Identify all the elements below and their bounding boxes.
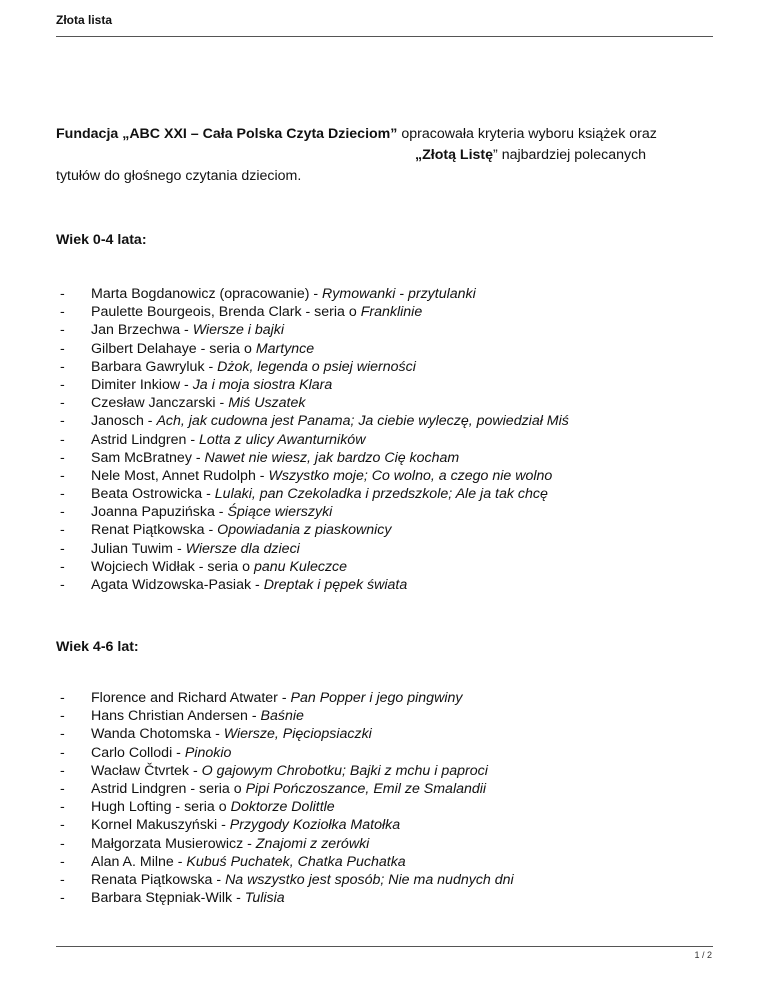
book-author: Hugh Lofting - seria o — [91, 799, 231, 816]
book-title: Ach, jak cudowna jest Panama; Ja ciebie wyleczę, powiedział Miś — [156, 413, 569, 430]
book-title: Rymowanki - przytulanki — [322, 286, 476, 302]
list-bullet: - — [60, 376, 65, 393]
book-title: Na wszystko jest sposób; Nie ma nudnych dni — [225, 871, 514, 888]
foundation-name: Fundacja „ABC XXI – Cała Polska Czyta Dzieciom” — [56, 126, 398, 142]
book-author: Gilbert Delahaye - seria o — [91, 340, 256, 357]
list-bullet: - — [60, 871, 65, 888]
list-bullet: - — [60, 395, 65, 412]
book-author: Jan Brzechwa - — [91, 322, 193, 339]
book-list-item — [56, 780, 514, 798]
book-title: Martynce — [255, 340, 315, 357]
list-bullet: - — [60, 286, 65, 302]
list-bullet: - — [60, 558, 65, 575]
book-title: Wiersze dla dzieci — [185, 540, 300, 557]
book-author: Astrid Lindgren - — [91, 431, 200, 448]
book-list-item — [56, 521, 569, 539]
book-list-item — [56, 707, 514, 725]
list-bullet: - — [60, 504, 65, 521]
book-list-item — [56, 358, 569, 376]
book-list-item — [56, 889, 514, 907]
book-title: Pinokio — [184, 744, 232, 761]
book-list-item — [56, 798, 514, 816]
book-list-item — [56, 725, 514, 743]
book-list-item — [56, 412, 569, 430]
book-title: Ja i moja siostra Klara — [192, 376, 333, 393]
book-title: Kubuś Puchatek, Chatka Puchatka — [186, 853, 406, 870]
book-list-item — [56, 431, 569, 449]
book-title: Śpiące wierszyki — [227, 504, 333, 521]
book-author: Sam McBratney - — [91, 449, 205, 466]
book-list-item — [56, 321, 569, 339]
book-title: Doktorze Dolittle — [230, 799, 335, 816]
book-title: Lotta z ulicy Awanturników — [199, 431, 366, 448]
book-author: Carlo Collodi - — [91, 744, 185, 761]
list-bullet: - — [60, 540, 65, 557]
list-bullet: - — [60, 358, 65, 375]
book-title: Pan Popper i jego pingwiny — [290, 690, 463, 706]
book-author: Renat Piątkowska - — [91, 522, 218, 539]
book-list-item — [56, 303, 569, 321]
book-list-item — [56, 689, 514, 707]
book-title: Dżok, legenda o psiej wierności — [217, 358, 416, 375]
book-author: Janosch - — [91, 413, 157, 430]
book-title: Opowiadania z piaskownicy — [217, 522, 392, 539]
book-author: Wanda Chotomska - — [91, 726, 224, 743]
section-heading-age-4-6: Wiek 4-6 lat: — [56, 639, 139, 655]
book-author: Alan A. Milne - — [91, 853, 187, 870]
intro-line-2-text: ” najbardziej polecanych — [493, 147, 647, 163]
book-list-item — [56, 285, 569, 303]
list-bullet: - — [60, 467, 65, 484]
page-header-title: Złota lista — [56, 13, 113, 27]
book-list-item — [56, 394, 569, 412]
header-rule — [56, 36, 713, 37]
book-title: Pipi Pończoszance, Emil ze Smalandii — [245, 780, 487, 797]
footer-rule — [56, 946, 713, 947]
intro-line-1-text: opracowała kryteria wyboru książek oraz — [397, 126, 657, 142]
intro-line-3: tytułów do głośnego czytania dzieciom. — [56, 168, 302, 184]
list-bullet: - — [60, 799, 65, 816]
golden-list-name: „Złotą Listę — [415, 147, 494, 163]
list-bullet: - — [60, 690, 65, 706]
list-bullet: - — [60, 762, 65, 779]
book-author: Julian Tuwim - — [91, 540, 186, 557]
list-bullet: - — [60, 322, 65, 339]
book-list-item — [56, 467, 569, 485]
list-bullet: - — [60, 835, 65, 852]
intro-line-1 — [56, 126, 657, 142]
intro-line-2 — [415, 147, 646, 163]
list-bullet: - — [60, 340, 65, 357]
book-title: Wszystko moje; Co wolno, a czego nie wolno — [268, 467, 553, 484]
book-author: Wacław Čtvrtek - — [91, 762, 202, 779]
book-list-item — [56, 503, 569, 521]
book-list-item — [56, 485, 569, 503]
book-list-item — [56, 558, 569, 576]
book-title: O gajowym Chrobotku; Bajki z mchu i paproci — [201, 762, 488, 779]
book-author: Dimiter Inkiow - — [91, 376, 193, 393]
book-list-item — [56, 744, 514, 762]
book-list-item — [56, 340, 569, 358]
book-title: Miś Uszatek — [228, 395, 306, 412]
list-bullet: - — [60, 890, 65, 907]
list-bullet: - — [60, 577, 65, 593]
list-bullet: - — [60, 413, 65, 430]
book-title: Znajomi z zerówki — [255, 835, 370, 852]
book-author: Barbara Stępniak-Wilk - — [91, 890, 245, 907]
book-title: Wiersze, Pięciopsiaczki — [223, 726, 372, 743]
book-author: Florence and Richard Atwater - — [91, 690, 291, 706]
book-author: Beata Ostrowicka - — [91, 486, 215, 503]
book-list-item — [56, 376, 569, 394]
book-author: Renata Piątkowska - — [91, 871, 226, 888]
book-list-item — [56, 762, 514, 780]
list-bullet: - — [60, 449, 65, 466]
book-author: Wojciech Widłak - seria o — [91, 558, 254, 575]
book-title: Wiersze i bajki — [192, 322, 285, 339]
list-bullet: - — [60, 431, 65, 448]
book-author: Kornel Makuszyński - — [91, 817, 230, 834]
list-bullet: - — [60, 744, 65, 761]
book-list-item — [56, 853, 514, 871]
book-list-item — [56, 576, 569, 594]
book-title: Baśnie — [260, 708, 304, 725]
list-bullet: - — [60, 780, 65, 797]
book-author: Hans Christian Andersen - — [91, 708, 261, 725]
book-author: Joanna Papuzińska - — [91, 504, 228, 521]
book-author: Czesław Janczarski - — [91, 395, 229, 412]
book-title: Tulisia — [244, 890, 285, 907]
book-title: Lulaki, pan Czekoladka i przedszkole; Ale ja tak chcę — [214, 486, 548, 503]
book-title: Przygody Koziołka Matołka — [229, 817, 401, 834]
book-title: Franklinie — [360, 304, 423, 321]
book-list-item — [56, 540, 569, 558]
book-list-age-0-4 — [56, 285, 569, 594]
book-author: Nele Most, Annet Rudolph - — [91, 467, 269, 484]
book-list-item — [56, 816, 514, 834]
book-author: Barbara Gawryluk - — [91, 358, 218, 375]
list-bullet: - — [60, 486, 65, 503]
book-author: Astrid Lindgren - seria o — [91, 780, 246, 797]
book-title: panu Kuleczce — [253, 558, 348, 575]
book-title: Nawet nie wiesz, jak bardzo Cię kocham — [204, 449, 460, 466]
book-author: Marta Bogdanowicz (opracowanie) - — [91, 286, 323, 302]
book-list-item — [56, 871, 514, 889]
book-list-item — [56, 835, 514, 853]
page-number: 1 / 2 — [694, 950, 712, 960]
list-bullet: - — [60, 726, 65, 743]
list-bullet: - — [60, 304, 65, 321]
book-author: Małgorzata Musierowicz - — [91, 835, 256, 852]
section-heading-age-0-4: Wiek 0-4 lata: — [56, 232, 147, 248]
list-bullet: - — [60, 817, 65, 834]
book-author: Paulette Bourgeois, Brenda Clark - seria o — [91, 304, 361, 321]
list-bullet: - — [60, 853, 65, 870]
book-list-age-4-6 — [56, 689, 514, 907]
list-bullet: - — [60, 522, 65, 539]
book-title: Dreptak i pępek świata — [263, 577, 408, 593]
list-bullet: - — [60, 708, 65, 725]
book-author: Agata Widzowska-Pasiak - — [91, 577, 264, 593]
book-list-item — [56, 449, 569, 467]
